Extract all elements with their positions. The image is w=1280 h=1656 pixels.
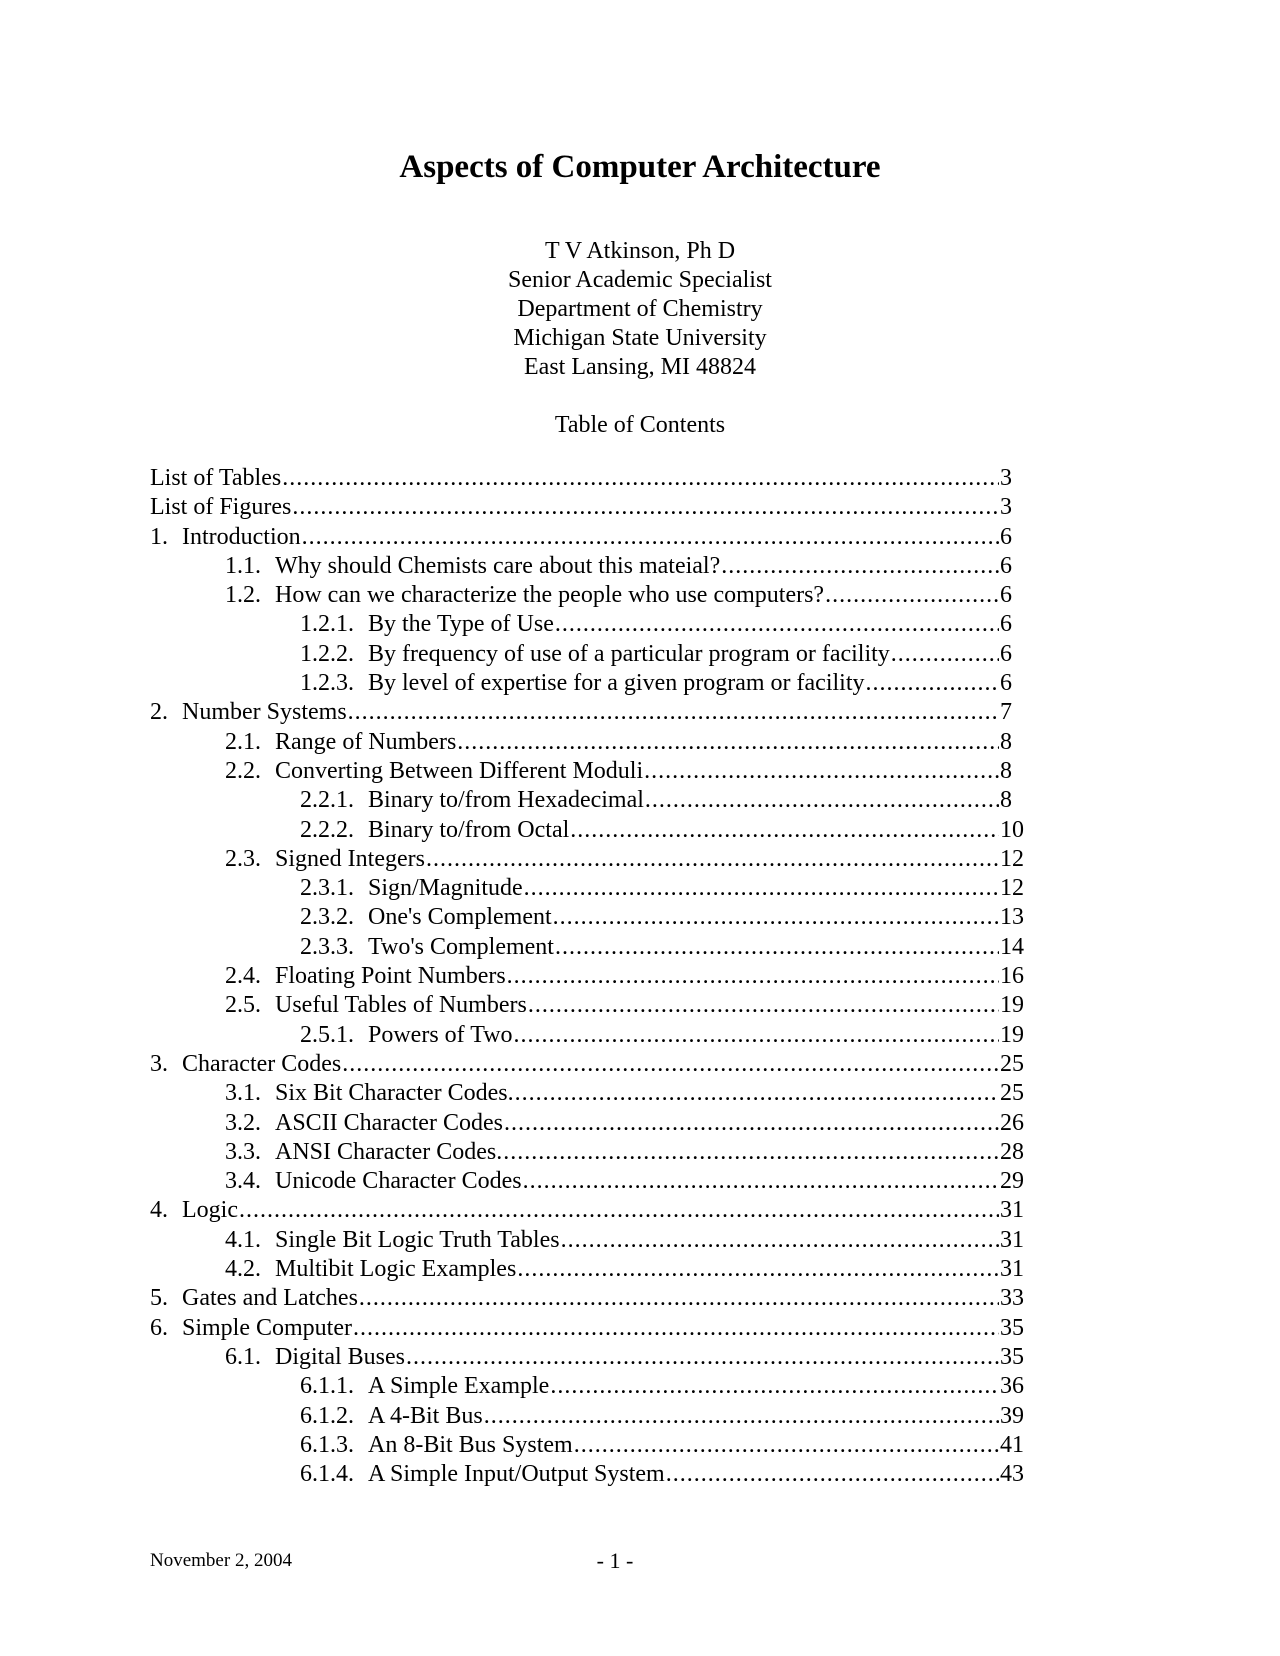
toc-dot-leader [504, 1109, 999, 1138]
toc-dot-leader [644, 757, 999, 786]
toc-entry[interactable] [150, 1079, 1030, 1108]
toc-dot-leader [342, 1050, 999, 1079]
toc-entry-title: How can we characterize the people who use computers? [275, 582, 825, 609]
toc-entry-number: 6.1.2. [300, 1402, 354, 1429]
toc-entry-number: 2.3.1. [300, 875, 354, 902]
toc-entry-page: 31 [1000, 1256, 1024, 1283]
toc-dot-leader [302, 523, 999, 552]
toc-entry[interactable] [150, 464, 1030, 493]
toc-dot-leader [866, 669, 1000, 698]
toc-entry-number: 5. [150, 1285, 168, 1312]
toc-entry-page: 29 [1000, 1168, 1024, 1195]
toc-entry[interactable] [150, 581, 1030, 610]
toc-dot-leader [515, 1079, 999, 1108]
toc-entry[interactable] [150, 1196, 1030, 1225]
toc-entry-page: 19 [1000, 1021, 1024, 1048]
toc-entry-page: 31 [1000, 1197, 1024, 1224]
toc-entry-number: 3.3. [225, 1138, 261, 1165]
toc-entry-page: 3 [1000, 494, 1012, 521]
toc-entry-page: 26 [1000, 1109, 1024, 1136]
toc-entry[interactable] [150, 1284, 1030, 1313]
toc-entry-title: Powers of Two [368, 1021, 513, 1048]
toc-entry-number: 4.1. [225, 1226, 261, 1253]
toc-entry-number: 2. [150, 699, 168, 726]
toc-entry-title: Logic [182, 1197, 238, 1224]
toc-entry-page: 3 [1000, 465, 1012, 491]
footer-page-number: - 1 - [596, 1548, 634, 1573]
toc-entry-page: 12 [1000, 845, 1024, 872]
toc-entry-title: Binary to/from Hexadecimal [368, 787, 644, 814]
toc-entry-page: 43 [1000, 1461, 1024, 1488]
toc-entry-title: Multibit Logic Examples [275, 1256, 517, 1283]
toc-dot-leader [484, 1402, 999, 1431]
toc-entry-title: Useful Tables of Numbers [275, 992, 527, 1019]
toc-entry-title: Sign/Magnitude [368, 875, 523, 902]
toc-entry-page: 14 [1000, 933, 1024, 960]
toc-entry[interactable] [150, 698, 1030, 727]
toc-entry-title: A 4-Bit Bus [368, 1402, 483, 1429]
author-university: Michigan State University [513, 325, 767, 351]
toc-entry-title: ASCII Character Codes [275, 1109, 503, 1136]
toc-entry-number: 2.2. [225, 757, 261, 784]
toc-entry-title: List of Tables [150, 465, 282, 491]
toc-entry-number: 3.2. [225, 1109, 261, 1136]
toc-entry-page: 25 [1000, 1080, 1024, 1107]
toc-entry[interactable] [150, 1343, 1030, 1372]
toc-dot-leader [239, 1196, 999, 1225]
toc-dot-leader [524, 874, 999, 903]
document-title: Aspects of Computer Architecture [399, 149, 881, 185]
toc-entry[interactable] [150, 1050, 1030, 1079]
toc-entry[interactable] [150, 1226, 1030, 1255]
toc-entry-page: 16 [1000, 963, 1024, 990]
toc-entry-page: 36 [1000, 1373, 1024, 1400]
toc-entry-title: A Simple Example [368, 1373, 550, 1400]
toc-entry-page: 31 [1000, 1226, 1024, 1253]
toc-entry[interactable] [150, 1167, 1030, 1196]
toc-entry-page: 8 [1000, 757, 1012, 784]
toc-entry-number: 6.1. [225, 1343, 261, 1370]
toc-entry[interactable] [150, 640, 1030, 669]
toc-entry-title: A Simple Input/Output System [368, 1461, 665, 1488]
toc-entry[interactable] [150, 1138, 1030, 1167]
toc-entry-title: Number Systems [182, 699, 347, 726]
toc-entry-number: 1.2.3. [300, 670, 354, 697]
toc-entry-page: 41 [1000, 1431, 1024, 1458]
author-position: Senior Academic Specialist [508, 267, 772, 293]
toc-entry-title: By level of expertise for a given program or facility [368, 670, 865, 697]
toc-entry[interactable] [150, 816, 1030, 845]
toc-entry-page: 8 [1000, 787, 1012, 814]
toc-entry-title: ANSI Character Codes. [275, 1138, 503, 1165]
toc-entry-page: 19 [1000, 992, 1024, 1019]
toc-entry-page: 12 [1000, 875, 1024, 902]
toc-dot-leader [282, 464, 999, 493]
toc-dot-leader [507, 962, 999, 991]
author-block [0, 237, 1280, 382]
toc-entry-title: Single Bit Logic Truth Tables [275, 1226, 560, 1253]
toc-entry-number: 2.5.1. [300, 1021, 354, 1048]
toc-dot-leader [292, 493, 999, 522]
toc-dot-leader [555, 610, 999, 639]
toc-entry-page: 6 [1000, 640, 1012, 667]
toc-entry-page: 6 [1000, 552, 1012, 579]
author-address: East Lansing, MI 48824 [524, 354, 756, 380]
toc-entry-number: 4. [150, 1197, 168, 1224]
toc-entry-title: By frequency of use of a particular program or facility [368, 640, 890, 667]
toc-entry[interactable] [150, 493, 1030, 522]
toc-entry-page: 33 [1000, 1285, 1024, 1312]
toc-entry-page: 28 [1000, 1138, 1024, 1165]
toc-entry[interactable] [150, 1314, 1030, 1343]
toc-entry-number: 1.2. [225, 582, 261, 609]
toc-dot-leader [523, 1167, 999, 1196]
toc-entry-number: 2.2.2. [300, 816, 354, 843]
toc-entry-page: 6 [1000, 523, 1012, 550]
toc-entry-number: 4.2. [225, 1256, 261, 1283]
toc-entry[interactable] [150, 757, 1030, 786]
toc-entry-number: 2.3.2. [300, 904, 354, 931]
toc-dot-leader [353, 1314, 999, 1343]
toc-entry[interactable] [150, 1402, 1030, 1431]
toc-dot-leader [348, 698, 999, 727]
toc-entry-title: List of Figures [150, 494, 292, 521]
toc-entry-number: 2.5. [225, 992, 261, 1019]
toc-entry-number: 2.2.1. [300, 787, 354, 814]
toc-dot-leader [503, 1138, 999, 1167]
toc-entry-page: 39 [1000, 1402, 1024, 1429]
toc-entry-page: 35 [1000, 1314, 1024, 1341]
toc-entry-number: 1. [150, 523, 168, 550]
toc-entry-number: 2.4. [225, 963, 261, 990]
toc-heading: Table of Contents [554, 412, 726, 438]
toc-dot-leader [825, 581, 999, 610]
toc-entry-number: 3.1. [225, 1080, 261, 1107]
table-of-contents [150, 464, 1030, 1489]
toc-dot-leader [555, 933, 999, 962]
toc-dot-leader [561, 1226, 999, 1255]
toc-entry-page: 6 [1000, 582, 1012, 609]
toc-dot-leader [359, 1284, 999, 1313]
toc-entry-title: By the Type of Use [368, 611, 554, 638]
toc-entry-page: 6 [1000, 611, 1012, 638]
toc-entry-title: Converting Between Different Moduli [275, 757, 644, 784]
toc-entry-page: 7 [1000, 699, 1012, 726]
toc-dot-leader [570, 816, 999, 845]
toc-entry-title: Simple Computer [182, 1314, 352, 1341]
toc-entry-title: Floating Point Numbers [275, 963, 506, 990]
toc-entry-title: One's Complement [368, 904, 552, 931]
toc-entry[interactable] [150, 1460, 1030, 1489]
toc-entry[interactable] [150, 1255, 1030, 1284]
toc-dot-leader [517, 1255, 999, 1284]
toc-entry-title: Binary to/from Octal [368, 816, 570, 843]
toc-entry-number: 2.3.3. [300, 933, 354, 960]
toc-entry-title: Gates and Latches [182, 1285, 358, 1312]
toc-entry[interactable] [150, 1431, 1030, 1460]
toc-entry[interactable] [150, 523, 1030, 552]
toc-dot-leader [645, 786, 999, 815]
toc-dot-leader [528, 991, 999, 1020]
toc-entry[interactable] [150, 874, 1030, 903]
toc-entry[interactable] [150, 610, 1030, 639]
toc-dot-leader [457, 728, 999, 757]
toc-entry[interactable] [150, 991, 1030, 1020]
toc-entry-title: Range of Numbers [275, 728, 457, 755]
toc-entry[interactable] [150, 728, 1030, 757]
toc-entry-title: Two's Complement [368, 933, 554, 960]
toc-entry-page: 25 [1000, 1050, 1024, 1077]
toc-entry-number: 2.1. [225, 728, 261, 755]
toc-entry-page: 13 [1000, 904, 1024, 931]
toc-entry[interactable] [150, 845, 1030, 874]
toc-entry-number: 6. [150, 1314, 168, 1341]
toc-dot-leader [574, 1431, 999, 1460]
toc-entry-number: 1.2.2. [300, 640, 354, 667]
toc-entry-title: Why should Chemists care about this mateial? [275, 552, 721, 579]
toc-dot-leader [514, 1021, 999, 1050]
toc-entry-number: 1.1. [225, 552, 261, 579]
toc-entry-title: Digital Buses [275, 1343, 405, 1370]
toc-entry[interactable] [150, 1372, 1030, 1401]
footer-date: November 2, 2004 [150, 1550, 292, 1571]
toc-entry-title: Unicode Character Codes [275, 1168, 522, 1195]
toc-entry-number: 1.2.1. [300, 611, 354, 638]
toc-entry-title: An 8-Bit Bus System [368, 1431, 573, 1458]
toc-entry-number: 3. [150, 1050, 168, 1077]
toc-entry-number: 6.1.4. [300, 1461, 354, 1488]
toc-entry-number: 3.4. [225, 1168, 261, 1195]
toc-entry-number: 2.3. [225, 845, 261, 872]
toc-entry-number: 6.1.1. [300, 1373, 354, 1400]
toc-dot-leader [550, 1372, 999, 1401]
toc-entry[interactable] [150, 552, 1030, 581]
toc-entry[interactable] [150, 903, 1030, 932]
toc-entry-title: Six Bit Character Codes. [275, 1080, 514, 1107]
toc-dot-leader [891, 640, 999, 669]
toc-entry[interactable] [150, 1109, 1030, 1138]
toc-entry-page: 10 [1000, 816, 1024, 843]
toc-entry-page: 6 [1000, 670, 1012, 697]
author-name: T V Atkinson, Ph D [544, 238, 736, 264]
toc-entry[interactable] [150, 1021, 1030, 1050]
toc-entry[interactable] [150, 962, 1030, 991]
toc-entry[interactable] [150, 933, 1030, 962]
toc-entry-page: 8 [1000, 728, 1012, 755]
toc-dot-leader [426, 845, 999, 874]
toc-entry-title: Character Codes [182, 1050, 342, 1077]
toc-entry[interactable] [150, 669, 1030, 698]
toc-entry-title: Signed Integers [275, 845, 425, 872]
toc-dot-leader [553, 903, 999, 932]
toc-entry-number: 6.1.3. [300, 1431, 354, 1458]
toc-entry-page: 35 [1000, 1343, 1024, 1370]
toc-entry[interactable] [150, 786, 1030, 815]
author-department: Department of Chemistry [517, 296, 763, 322]
toc-entry-title: Introduction [182, 523, 301, 550]
toc-dot-leader [666, 1460, 999, 1489]
toc-dot-leader [406, 1343, 999, 1372]
toc-dot-leader [721, 552, 999, 581]
